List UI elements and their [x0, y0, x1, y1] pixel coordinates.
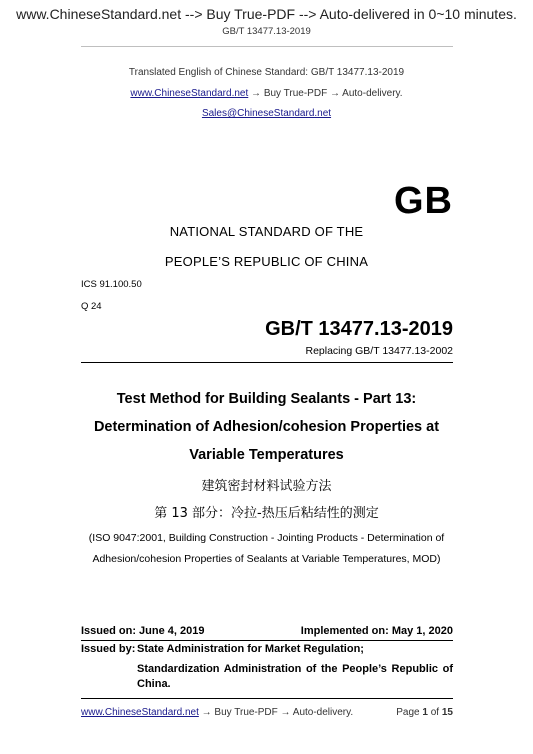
- title-line-3: Variable Temperatures: [189, 447, 344, 463]
- issuers-divider: [81, 698, 453, 699]
- issuer-2: Standardization Administration of the People’s Republic of China.: [137, 663, 453, 690]
- footer-site-line: [81, 707, 353, 718]
- title-line-2: Determination of Adhesion/cohesion Properties at: [93, 419, 440, 435]
- national-line-1: NATIONAL STANDARD OF THE: [169, 224, 364, 239]
- issuer-1: State Administration for Market Regulation;: [137, 643, 364, 655]
- iso-reference-1: (ISO 9047:2001, Building Construction - Jointing Products - Determination of: [88, 532, 445, 544]
- translation-site-link[interactable]: www.ChineseStandard.net: [130, 88, 249, 99]
- page-indicator: [396, 707, 453, 718]
- issued-by-label: Issued by:: [81, 643, 136, 655]
- translation-line: Translated English of Chinese Standard: GB/T 13477.13-2019: [128, 67, 405, 78]
- standard-divider: [81, 362, 453, 363]
- translation-email-line: [0, 108, 533, 119]
- chinese-title-2: 第 13 部分：冷拉-热压后粘结性的测定: [154, 506, 379, 521]
- national-line-2: PEOPLE’S REPUBLIC OF CHINA: [164, 254, 369, 269]
- replacing-note: Replacing GB/T 13477.13-2002: [305, 345, 453, 357]
- standard-number: GB/T 13477.13-2019: [265, 318, 453, 340]
- title-line-1: Test Method for Building Sealants - Part 13:: [116, 391, 417, 407]
- page-of: of: [430, 707, 440, 718]
- page-total: 15: [441, 707, 453, 718]
- sales-email-link[interactable]: Sales@ChineseStandard.net: [201, 108, 332, 119]
- footer-site-tail: → Buy True-PDF → Auto-delivery.: [198, 707, 354, 718]
- page-label: Page: [396, 707, 420, 718]
- ics-code: ICS 91.100.50: [81, 279, 142, 290]
- implemented-date: Implemented on: May 1, 2020: [300, 625, 453, 637]
- header-divider: [81, 46, 453, 47]
- chinese-title-1: 建筑密封材料试验方法: [201, 479, 332, 494]
- iso-reference-2: Adhesion/cohesion Properties of Sealants at Variable Temperatures, MOD): [92, 553, 441, 565]
- translation-site-tail: → Buy True-PDF → Auto-delivery.: [248, 88, 403, 99]
- header-code: GB/T 13477.13-2019: [222, 26, 311, 37]
- gb-logo: GB: [394, 180, 453, 222]
- page-number: 1: [422, 707, 428, 718]
- header-banner: www.ChineseStandard.net --> Buy True-PDF --> Auto-delivered in 0~10 minutes.: [16, 6, 517, 22]
- footer-site-link[interactable]: www.ChineseStandard.net: [81, 707, 199, 718]
- issued-date: Issued on: June 4, 2019: [81, 625, 205, 637]
- dates-divider: [81, 640, 453, 641]
- q-code: Q 24: [81, 301, 102, 312]
- translation-site-line: [0, 88, 533, 99]
